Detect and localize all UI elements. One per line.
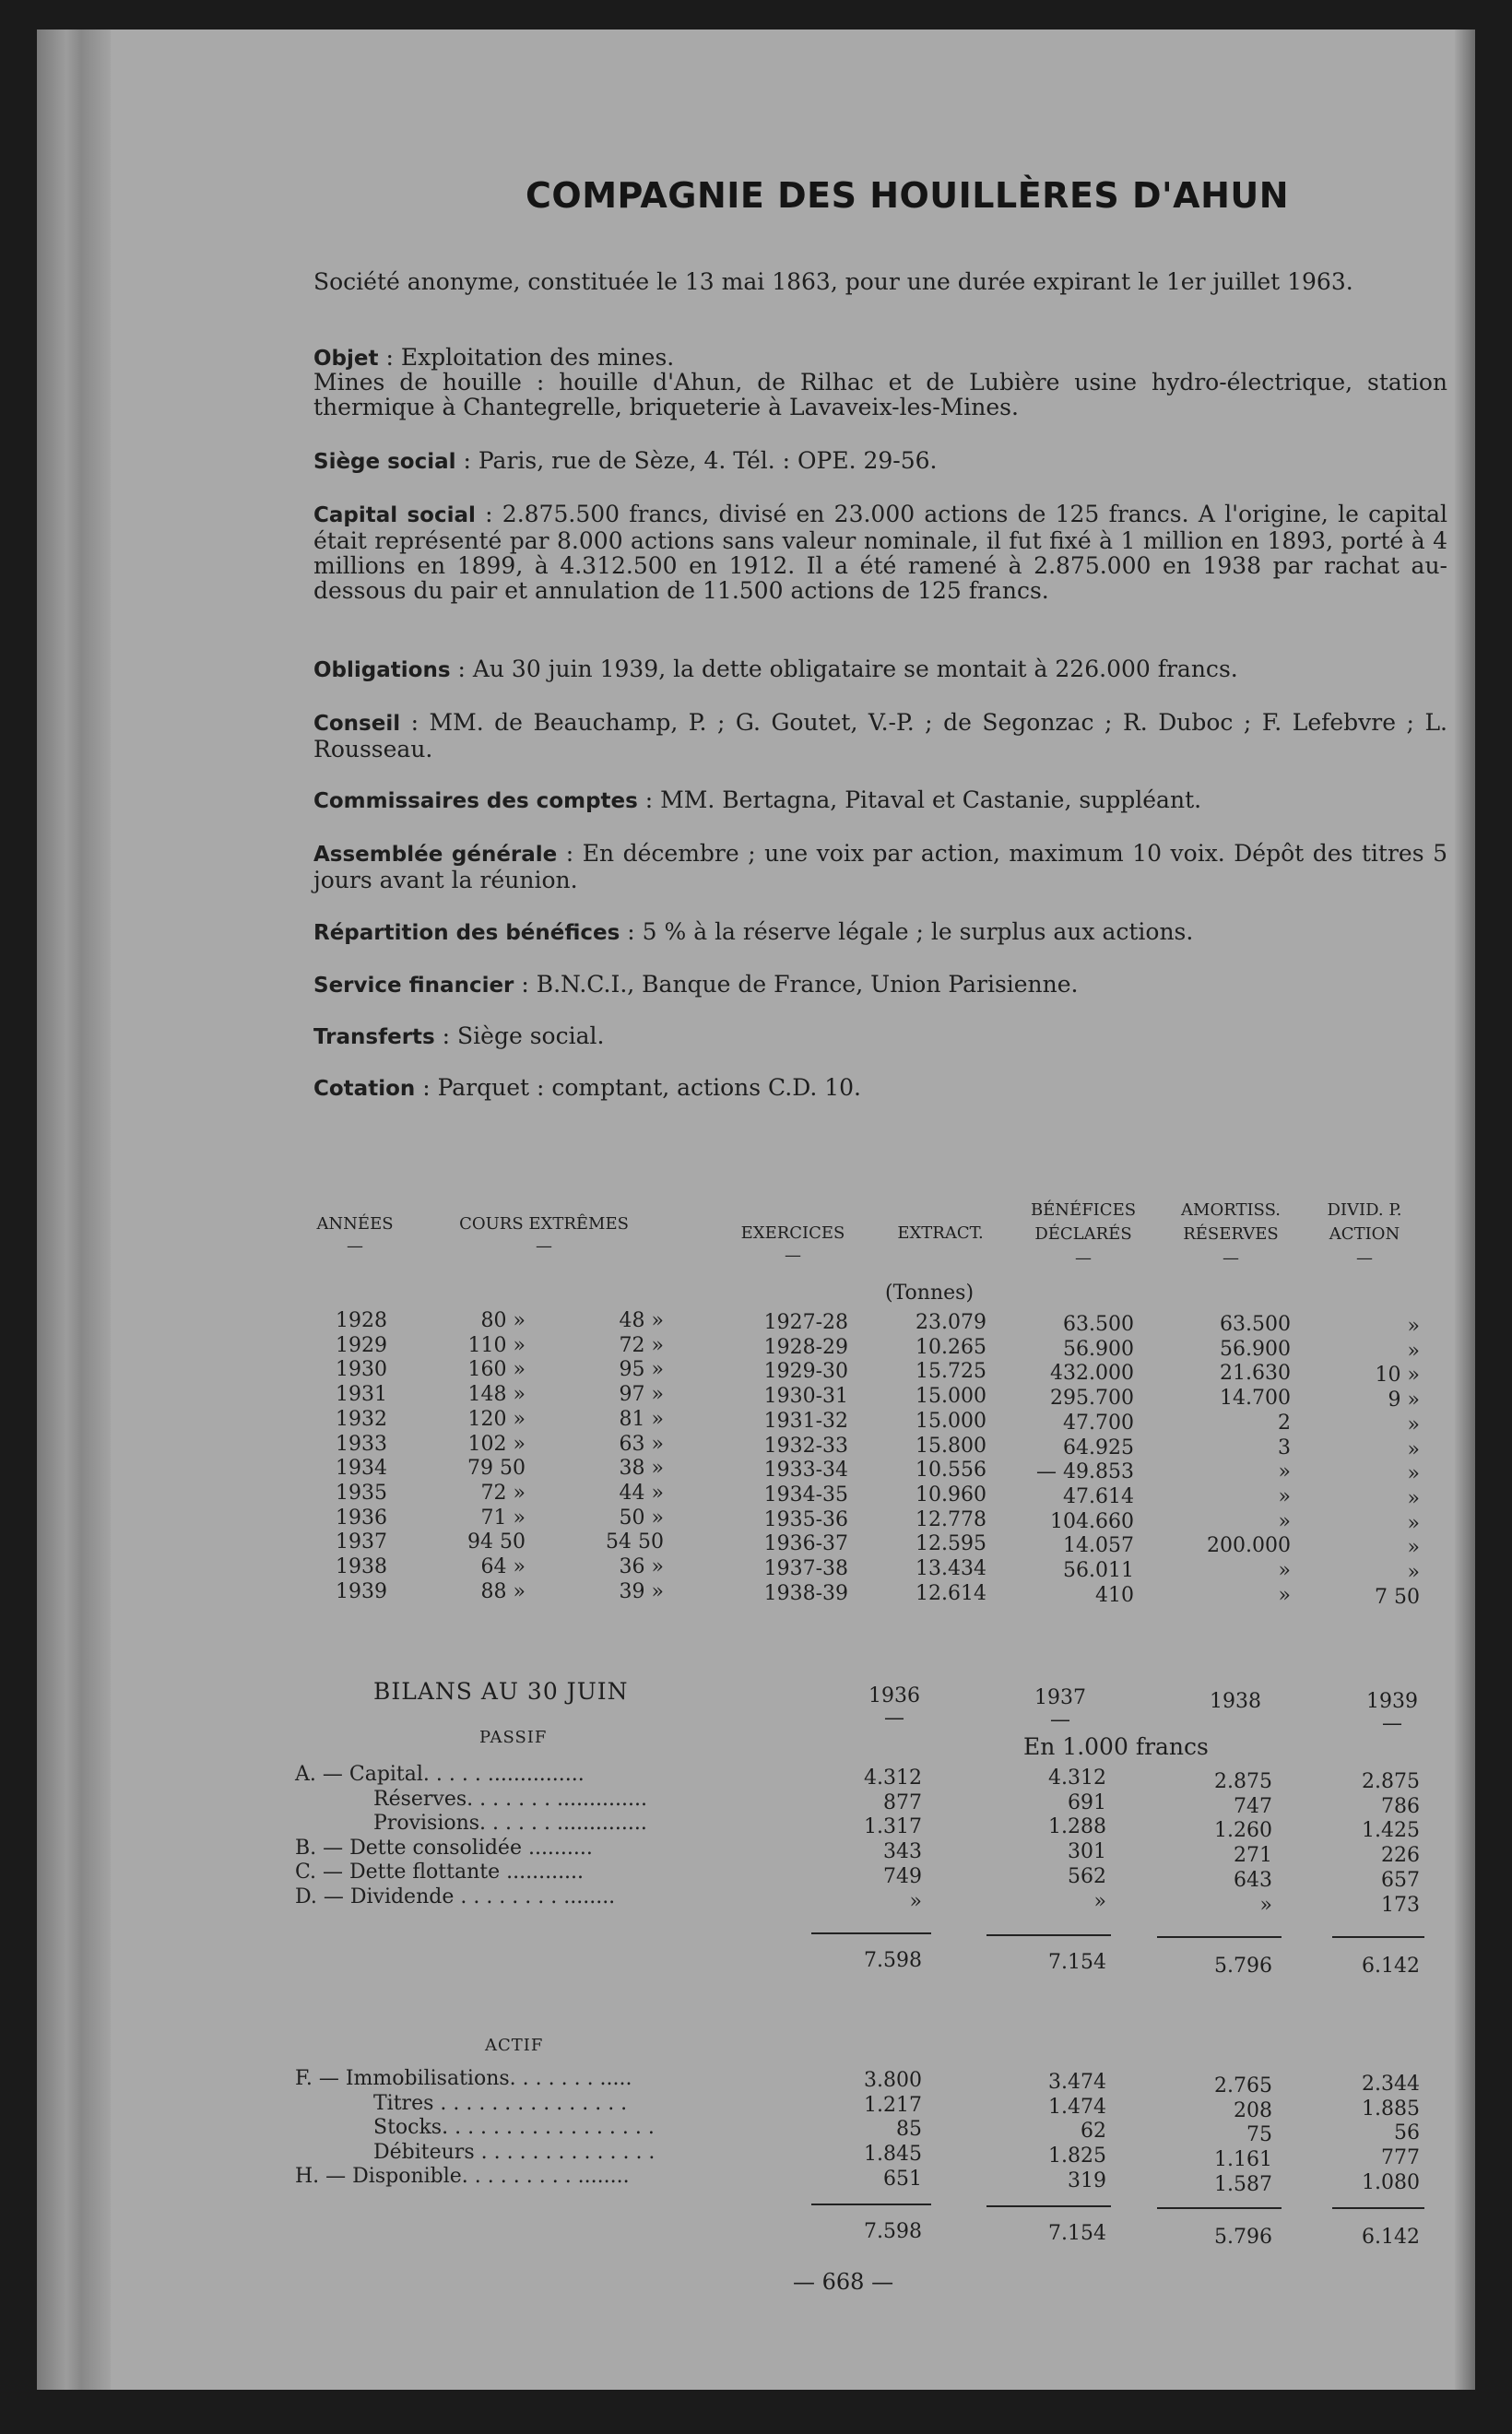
actif-col-1937 (996, 2071, 1106, 2194)
actif-value: 1.080 (1362, 2170, 1420, 2194)
para-societe (313, 269, 1447, 294)
col-extract (885, 1311, 986, 1606)
table-cell-amortiss: » (1278, 1484, 1291, 1508)
table-cell-cours-bas: 72 » (619, 1333, 664, 1357)
passif-value: 877 (883, 1790, 922, 1814)
actif-value: 1.161 (1214, 2148, 1272, 2172)
passif-col-1939 (1309, 1770, 1420, 1918)
para-text: Société anonyme, constituée le 13 mai 1863, pour une durée expirant le 1er juillet 1963. (313, 268, 1353, 295)
para-label: Conseil (313, 712, 401, 736)
table-cell-benefice: 64.925 (1063, 1436, 1134, 1459)
para-text: : MM. de Beauchamp, P. ; G. Goutet, V.-P. ; de Segonzac ; R. Duboc ; F. Lefebvre ; L. Rousseau. (313, 709, 1447, 762)
para-repartition (313, 919, 1447, 946)
table-cell-benefice: 432.000 (1050, 1362, 1134, 1386)
para-label: Cotation (313, 1077, 416, 1101)
para-siege (313, 448, 1447, 475)
table-cell-benefice: 104.660 (1050, 1509, 1134, 1533)
para-text: Mines de houille : houille d'Ahun, de Rilhac et de Lubière usine hydro-électrique, station thermique à Chantegrelle, briqueterie à Lavaveix-les-Mines. (313, 369, 1447, 420)
table-cell-benefice: 295.700 (1050, 1387, 1134, 1411)
passif-value: » (909, 1889, 922, 1913)
para-text: : MM. Bertagna, Pitaval et Castanie, suppléant. (637, 786, 1202, 813)
actif-value: 208 (1234, 2098, 1272, 2122)
para-label: Siège social (313, 450, 456, 474)
passif-total-1937: 7.154 (1048, 1951, 1106, 1974)
passif-value: 1.288 (1048, 1815, 1106, 1839)
total-rule (1332, 2207, 1424, 2209)
table-cell-cours-haut: 94 50 (467, 1530, 526, 1554)
actif-value: 1.217 (864, 2093, 922, 2117)
table-cell-amortiss: 56.900 (1220, 1337, 1291, 1361)
table-cell-exercice: 1928-29 (763, 1335, 848, 1359)
actif-value: 62 (1081, 2120, 1106, 2144)
table-cell-extract: 10.556 (915, 1459, 986, 1483)
total-rule (811, 2204, 931, 2205)
table-cell-cours-haut: 71 » (480, 1506, 526, 1530)
passif-value: 643 (1234, 1868, 1272, 1892)
book-spine-edge (37, 30, 111, 2390)
table-cell-cours-haut: 72 » (480, 1481, 526, 1505)
table-cell-divid: 7 50 (1375, 1585, 1420, 1609)
passif-value: 747 (1234, 1794, 1272, 1818)
table-cell-cours-bas: 50 » (619, 1506, 664, 1530)
passif-value: 226 (1381, 1844, 1420, 1868)
table-cell-annee: 1934 (336, 1457, 387, 1481)
table-cell-cours-bas: 63 » (619, 1432, 664, 1456)
header-extract: EXTRACT. (897, 1223, 984, 1243)
passif-value: 271 (1234, 1844, 1272, 1868)
table-cell-amortiss: 2 (1278, 1411, 1291, 1435)
passif-value: 1.317 (864, 1815, 922, 1839)
table-cell-cours-haut: 88 » (480, 1579, 526, 1603)
passif-value: » (1093, 1889, 1106, 1913)
actif-value: 319 (1068, 2168, 1106, 2192)
actif-value: 85 (896, 2118, 922, 2142)
para-text: : B.N.C.I., Banque de France, Union Parisienne. (514, 971, 1079, 998)
passif-row-label: C. — Dette flottante ............ (295, 1861, 585, 1885)
col-cours-bas (562, 1309, 664, 1604)
total-rule (1157, 2207, 1282, 2209)
actif-value: 56 (1394, 2121, 1420, 2145)
para-label: Assemblée générale (313, 843, 558, 867)
table-cell-divid: » (1407, 1339, 1420, 1363)
actif-row-label: Stocks. . . . . . . . . . . . . . . . . (373, 2116, 655, 2140)
total-rule (1332, 1936, 1424, 1938)
table-cell-cours-haut: 160 » (467, 1358, 526, 1382)
actif-value: 3.474 (1048, 2071, 1106, 2094)
table-cell-extract: 15.000 (915, 1409, 986, 1433)
col-cours-haut (424, 1309, 526, 1604)
passif-value: 173 (1381, 1893, 1420, 1917)
table-cell-annee: 1931 (336, 1383, 387, 1407)
table-cell-amortiss: 200.000 (1207, 1534, 1291, 1558)
table-cell-cours-bas: 39 » (619, 1579, 664, 1603)
table-cell-cours-bas: 38 » (619, 1457, 664, 1481)
passif-row-label: D. — Dividende . . . . . . . . ........ (295, 1885, 616, 1908)
actif-total-1936: 7.598 (864, 2220, 922, 2243)
table-cell-extract: 23.079 (915, 1311, 986, 1334)
table-cell-cours-bas: 97 » (619, 1383, 664, 1407)
actif-col-1936 (811, 2069, 922, 2192)
passif-value: 691 (1068, 1790, 1106, 1814)
para-label: Service financier (313, 974, 514, 998)
passif-labels (295, 1763, 647, 1910)
actif-col-1938 (1162, 2074, 1272, 2198)
para-text: : En décembre ; une voix par action, maximum 10 voix. Dépôt des titres 5 jours avant la réunion. (313, 840, 1447, 893)
para-objet (313, 345, 1447, 372)
table-cell-annee: 1929 (336, 1333, 387, 1357)
table-cell-annee: 1928 (336, 1309, 387, 1332)
passif-row-label: Provisions. . . . . . .............. (373, 1812, 647, 1836)
para-text: : Parquet : comptant, actions C.D. 10. (415, 1074, 862, 1101)
unit-tonnes: (Tonnes) (885, 1282, 975, 1305)
table-cell-extract: 15.725 (915, 1360, 986, 1384)
para-text: : Exploitation des mines. (378, 344, 675, 371)
table-cell-amortiss: 21.630 (1220, 1362, 1291, 1386)
table-cell-amortiss: 63.500 (1220, 1313, 1291, 1336)
para-label: Transferts (313, 1025, 435, 1049)
table-cell-exercice: 1936-37 (763, 1532, 848, 1556)
para-obligations (313, 656, 1447, 683)
table-cell-benefice: 14.057 (1063, 1534, 1134, 1558)
passif-value: 343 (883, 1840, 922, 1864)
table-cell-cours-bas: 95 » (619, 1358, 664, 1382)
table-cell-annee: 1933 (336, 1432, 387, 1456)
table-cell-amortiss: » (1278, 1559, 1291, 1583)
table-cell-annee: 1936 (336, 1506, 387, 1530)
table-cell-divid: » (1407, 1412, 1420, 1436)
passif-row-label: Réserves. . . . . . . .............. (373, 1787, 647, 1811)
table-cell-benefice: 410 (1095, 1583, 1134, 1607)
passif-col-1936 (811, 1766, 922, 1914)
passif-value: 1.425 (1362, 1819, 1420, 1843)
col-divid (1328, 1315, 1420, 1610)
table-cell-divid: » (1407, 1437, 1420, 1461)
table-cell-cours-haut: 148 » (467, 1383, 526, 1407)
table-cell-extract: 15.000 (915, 1385, 986, 1409)
table-cell-benefice: 47.700 (1063, 1411, 1134, 1435)
actif-value: 2.344 (1362, 2073, 1420, 2096)
table-cell-extract: 12.614 (915, 1581, 986, 1605)
table-cell-exercice: 1934-35 (763, 1483, 848, 1506)
passif-value: 786 (1381, 1794, 1420, 1818)
actif-value: 777 (1381, 2146, 1420, 2170)
table-cell-benefice: 47.614 (1063, 1484, 1134, 1508)
header-exercices: EXERCICES — (740, 1223, 845, 1265)
table-cell-extract: 12.778 (915, 1507, 986, 1531)
table-cell-extract: 12.595 (915, 1532, 986, 1556)
table-cell-cours-haut: 64 » (480, 1555, 526, 1579)
passif-row-label: B. — Dette consolidée .......... (295, 1836, 593, 1860)
table-cell-cours-haut: 110 » (467, 1333, 526, 1357)
table-cell-benefice: — 49.853 (1036, 1460, 1134, 1484)
passif-value: 2.875 (1362, 1770, 1420, 1793)
table-cell-cours-haut: 80 » (480, 1309, 526, 1332)
passif-value: 749 (883, 1864, 922, 1888)
bilans-year-1939: 1939 — (1366, 1690, 1418, 1735)
table-cell-cours-bas: 54 50 (606, 1530, 664, 1554)
actif-total-1938: 5.796 (1214, 2226, 1272, 2249)
para-assemblee (313, 841, 1447, 892)
col-exercices (738, 1311, 848, 1606)
para-label: Commissaires des comptes (313, 789, 638, 813)
table-cell-amortiss: » (1278, 1509, 1291, 1533)
total-rule (986, 1934, 1111, 1936)
bilans-year-1936: 1936 — (868, 1684, 920, 1730)
total-rule (811, 1932, 931, 1934)
header-amortiss: AMORTISS. RÉSERVES — (1181, 1200, 1281, 1268)
table-cell-divid: » (1407, 1536, 1420, 1560)
table-cell-amortiss: » (1278, 1583, 1291, 1607)
table-cell-cours-haut: 79 50 (467, 1457, 526, 1481)
passif-value: » (1259, 1893, 1272, 1917)
total-rule (1157, 1936, 1282, 1938)
passif-total-1936: 7.598 (864, 1949, 922, 1972)
actif-value: 1.587 (1214, 2172, 1272, 2196)
actif-value: 1.885 (1362, 2097, 1420, 2121)
bilans-year-1938: 1938 (1210, 1690, 1261, 1713)
table-cell-exercice: 1933-34 (763, 1459, 848, 1483)
page-number: — 668 — (793, 2269, 894, 2295)
table-cell-cours-bas: 44 » (619, 1481, 664, 1505)
para-label: Objet (313, 347, 379, 371)
actif-labels (295, 2067, 655, 2190)
bilans-year-1937: 1937 — (1034, 1686, 1086, 1731)
passif-title: PASSIF (479, 1728, 548, 1747)
actif-total-1939: 6.142 (1362, 2226, 1420, 2249)
para-service (313, 972, 1447, 998)
para-label: Répartition des bénéfices (313, 921, 620, 945)
para-transferts (313, 1023, 1447, 1050)
para-text: : Paris, rue de Sèze, 4. Tél. : OPE. 29-56. (455, 447, 938, 474)
header-cours: COURS EXTRÊMES — (459, 1214, 629, 1256)
passif-total-1939: 6.142 (1362, 1955, 1420, 1978)
header-annees: ANNÉES — (316, 1214, 394, 1256)
para-text: : Siège social. (434, 1022, 605, 1049)
table-cell-exercice: 1938-39 (763, 1581, 848, 1605)
table-cell-exercice: 1931-32 (763, 1409, 848, 1433)
table-cell-divid: » (1407, 1486, 1420, 1510)
actif-value: 651 (883, 2167, 922, 2191)
table-cell-extract: 15.800 (915, 1434, 986, 1458)
table-cell-divid: 10 » (1375, 1364, 1420, 1388)
page-title: COMPAGNIE DES HOUILLÈRES D'AHUN (526, 175, 1290, 216)
table-cell-exercice: 1929-30 (763, 1360, 848, 1384)
actif-value: 1.845 (864, 2143, 922, 2167)
passif-row-label: A. — Capital. . . . . ............... (295, 1763, 585, 1786)
table-cell-annee: 1930 (336, 1358, 387, 1382)
passif-col-1938 (1162, 1770, 1272, 1918)
table-cell-extract: 10.265 (915, 1335, 986, 1359)
bilans-unit: En 1.000 francs (1023, 1733, 1209, 1760)
table-cell-annee: 1932 (336, 1407, 387, 1431)
passif-value: 657 (1381, 1868, 1420, 1892)
table-cell-cours-haut: 102 » (467, 1432, 526, 1456)
table-cell-annee: 1939 (336, 1579, 387, 1603)
para-cotation (313, 1075, 1447, 1102)
actif-value: 1.825 (1048, 2145, 1106, 2168)
passif-value: 2.875 (1214, 1770, 1272, 1793)
passif-total-1938: 5.796 (1214, 1955, 1272, 1978)
total-rule (986, 2205, 1111, 2207)
para-label: Obligations (313, 658, 451, 682)
table-cell-exercice: 1935-36 (763, 1507, 848, 1531)
table-cell-exercice: 1932-33 (763, 1434, 848, 1458)
col-benefices (996, 1313, 1134, 1608)
para-text: : 5 % à la réserve légale ; le surplus aux actions. (620, 918, 1194, 945)
passif-value: 1.260 (1214, 1819, 1272, 1843)
actif-title: ACTIF (485, 2036, 544, 2055)
actif-value: 3.800 (864, 2069, 922, 2092)
actif-row-label: H. — Disponible. . . . . . . . . ........ (295, 2165, 630, 2189)
table-cell-annee: 1935 (336, 1481, 387, 1505)
passif-value: 4.312 (1048, 1766, 1106, 1790)
table-cell-cours-bas: 36 » (619, 1555, 664, 1579)
table-cell-extract: 13.434 (915, 1557, 986, 1581)
table-cell-benefice: 63.500 (1063, 1313, 1134, 1336)
actif-row-label: Débiteurs . . . . . . . . . . . . . . (373, 2140, 656, 2164)
table-cell-divid: » (1407, 1315, 1420, 1338)
col-annees (313, 1309, 387, 1604)
para-conseil (313, 710, 1447, 762)
table-cell-amortiss: » (1278, 1460, 1291, 1484)
table-cell-cours-haut: 120 » (467, 1407, 526, 1431)
table-cell-cours-bas: 48 » (619, 1309, 664, 1332)
table-cell-divid: » (1407, 1561, 1420, 1585)
table-cell-divid: 9 » (1388, 1388, 1420, 1412)
para-text: : Au 30 juin 1939, la dette obligataire se montait à 226.000 francs. (450, 656, 1238, 682)
page (37, 30, 1475, 2390)
header-divid: DIVID. P. ACTION — (1327, 1200, 1402, 1268)
table-cell-exercice: 1937-38 (763, 1557, 848, 1581)
actif-row-label: Titres . . . . . . . . . . . . . . . (373, 2091, 628, 2115)
para-commissaires (313, 787, 1447, 814)
bilans-title: BILANS AU 30 JUIN (373, 1678, 629, 1705)
passif-value: 4.312 (864, 1766, 922, 1790)
para-capital (313, 502, 1447, 603)
table-cell-divid: » (1407, 1511, 1420, 1535)
actif-col-1939 (1309, 2073, 1420, 2196)
table-cell-exercice: 1930-31 (763, 1385, 848, 1409)
table-cell-amortiss: 14.700 (1220, 1387, 1291, 1411)
table-cell-exercice: 1927-28 (763, 1311, 848, 1334)
col-amortiss (1162, 1313, 1291, 1608)
para-mines (313, 370, 1447, 419)
actif-row-label: F. — Immobilisations. . . . . . . ..... (295, 2067, 632, 2090)
page-right-edge (1455, 30, 1475, 2390)
header-benefices: BÉNÉFICES DÉCLARÉS — (1030, 1200, 1137, 1268)
table-cell-annee: 1937 (336, 1530, 387, 1554)
passif-col-1937 (996, 1766, 1106, 1914)
para-label: Capital social (313, 503, 476, 527)
actif-value: 2.765 (1214, 2074, 1272, 2097)
passif-value: 301 (1068, 1840, 1106, 1864)
table-cell-amortiss: 3 (1278, 1436, 1291, 1459)
table-cell-cours-bas: 81 » (619, 1407, 664, 1431)
para-text: : 2.875.500 francs, divisé en 23.000 actions de 125 francs. A l'origine, le capital était représenté par 8.000 actions sans valeur nominale, il fut fixé à 1 million en 1893, porté à 4 millions en 1899, à 4.312.500 en 1912. Il a été ramené à 2.875.000 en 1938 par rachat au-dessous du pair et annulation de 11.500 actions de 125 francs. (313, 501, 1447, 604)
passif-value: 562 (1068, 1864, 1106, 1888)
actif-value: 75 (1246, 2123, 1272, 2147)
actif-value: 1.474 (1048, 2095, 1106, 2119)
actif-total-1937: 7.154 (1048, 2222, 1106, 2245)
table-cell-annee: 1938 (336, 1555, 387, 1579)
table-cell-benefice: 56.900 (1063, 1337, 1134, 1361)
table-cell-divid: » (1407, 1462, 1420, 1486)
table-cell-benefice: 56.011 (1063, 1559, 1134, 1583)
table-cell-extract: 10.960 (915, 1483, 986, 1506)
